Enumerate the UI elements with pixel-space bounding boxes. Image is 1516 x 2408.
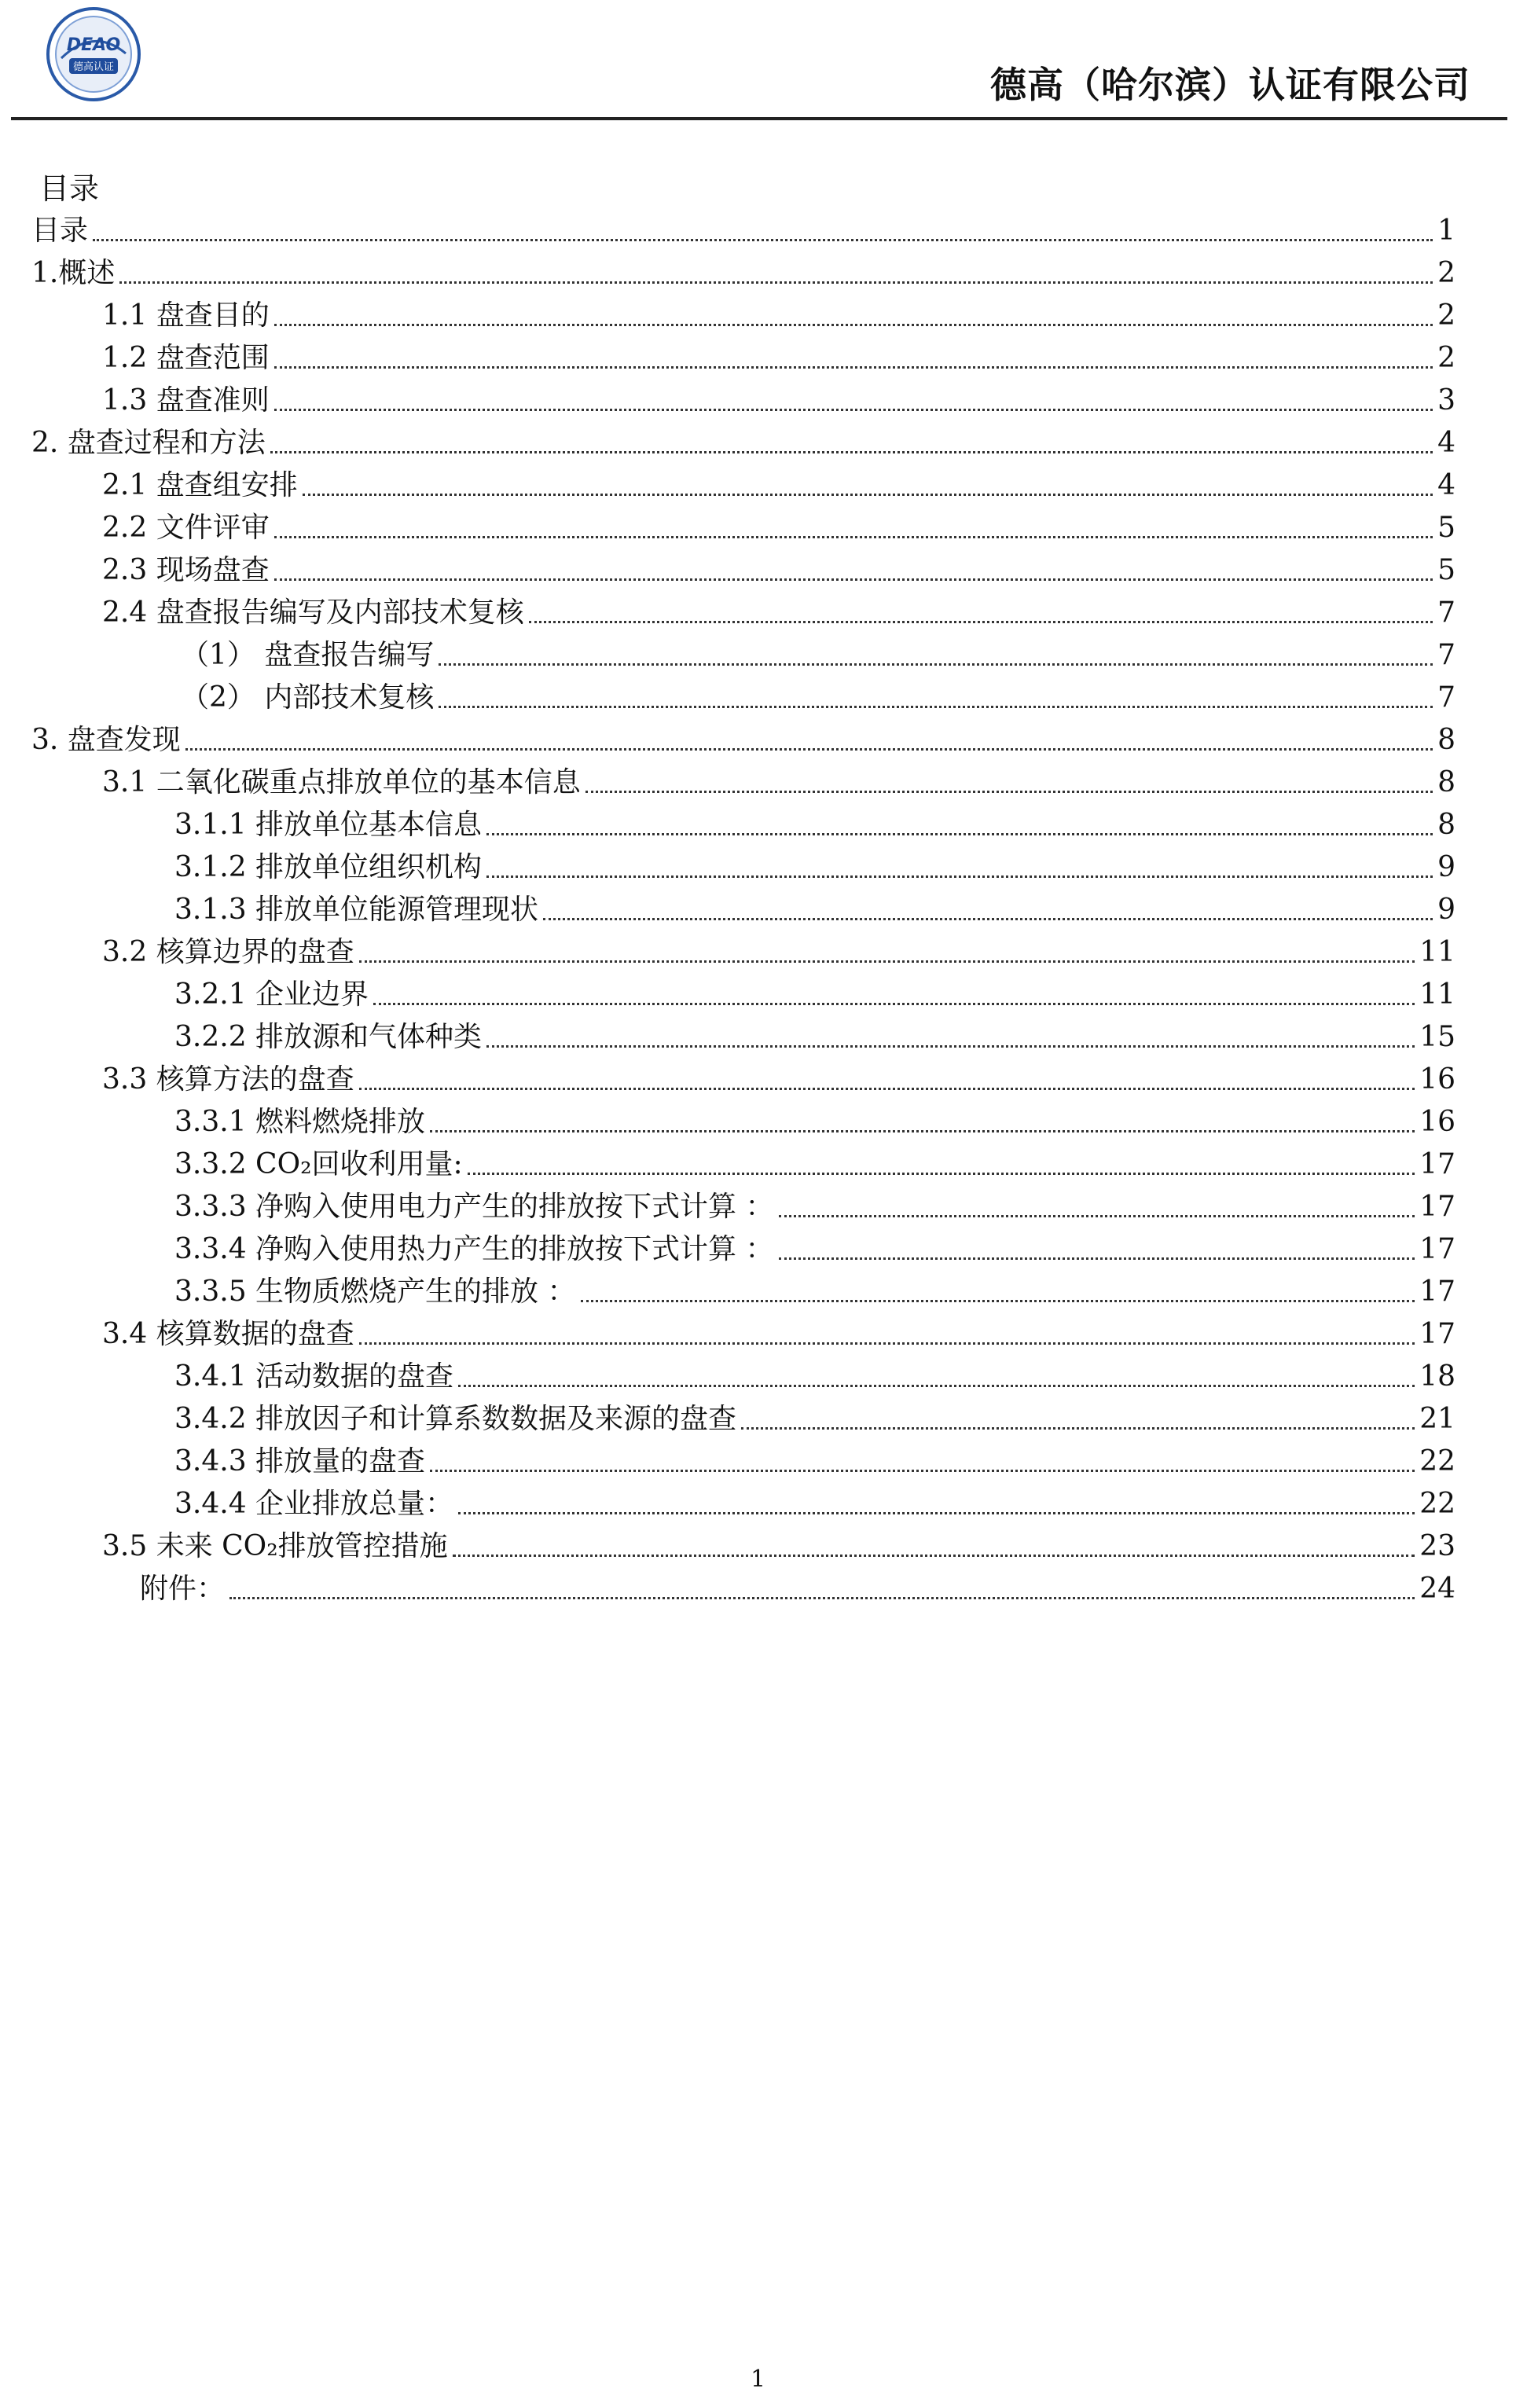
toc-entry-label: 1.3 盘查准则 (102, 384, 270, 417)
toc-entry-page: 7 (1437, 596, 1455, 629)
toc-entry[interactable] (31, 210, 1455, 252)
toc-leader-dots (486, 875, 1433, 878)
toc-entry[interactable] (102, 337, 1455, 380)
toc-entry[interactable] (174, 1271, 1455, 1313)
toc-leader-dots (453, 1555, 1415, 1557)
toc-entry-page: 8 (1437, 724, 1455, 756)
toc-entry-page: 1 (1437, 215, 1455, 247)
toc-entry-page: 4 (1437, 469, 1455, 501)
toc-entry[interactable] (102, 380, 1455, 422)
toc-entry-label: 3.1 二氧化碳重点排放单位的基本信息 (102, 766, 581, 798)
company-name: 德高（哈尔滨）认证有限公司 (990, 64, 1470, 106)
toc-entry-page: 7 (1437, 681, 1455, 714)
toc-entry[interactable] (31, 719, 1455, 762)
toc-entry[interactable] (174, 1143, 1455, 1186)
toc-entry-label: 3.2.1 企业边界 (174, 978, 369, 1011)
toc-entry-page: 11 (1419, 978, 1455, 1011)
toc-entry-label: 3.3.4 净购入使用热力产生的排放按下式计算 ： (174, 1233, 774, 1265)
toc-entry[interactable] (174, 889, 1455, 931)
toc-leader-dots (439, 663, 1433, 666)
toc-leader-dots (229, 1597, 1415, 1599)
toc-entry[interactable] (181, 634, 1455, 677)
toc-leader-dots (458, 1512, 1415, 1514)
toc-entry-label: 2.1 盘查组安排 (102, 469, 298, 501)
toc-entry-label: 3.2.2 排放源和气体种类 (174, 1021, 483, 1053)
toc-entry-label: 2. 盘查过程和方法 (31, 427, 266, 459)
toc-leader-dots (93, 239, 1433, 241)
toc-entry-page: 21 (1419, 1403, 1455, 1435)
toc-leader-dots (359, 1088, 1415, 1090)
toc-entry-page: 17 (1419, 1233, 1455, 1265)
toc-leader-dots (430, 1470, 1415, 1472)
toc-entry[interactable] (102, 549, 1455, 592)
toc-entry-label: 3.5 未来 CO₂排放管控措施 (102, 1530, 448, 1562)
toc-entry-label: 1.1 盘查目的 (102, 299, 270, 332)
toc-entry-page: 16 (1419, 1106, 1455, 1138)
toc-leader-dots (274, 409, 1433, 411)
toc-entry[interactable] (102, 762, 1455, 804)
toc-entry[interactable] (174, 846, 1455, 889)
toc-entry[interactable] (174, 1356, 1455, 1398)
toc-entry-page: 23 (1419, 1530, 1455, 1562)
toc-entry-page: 17 (1419, 1148, 1455, 1180)
toc-entry-label: 2.4 盘查报告编写及内部技术复核 (102, 596, 524, 629)
toc-entry[interactable] (174, 1186, 1455, 1228)
toc-entry-label: 3.4.1 活动数据的盘查 (174, 1360, 454, 1393)
toc-leader-dots (303, 494, 1433, 496)
toc-entry-label: 3.4 核算数据的盘查 (102, 1318, 354, 1350)
toc-entry[interactable] (31, 252, 1455, 295)
toc-entry-page: 3 (1437, 384, 1455, 417)
toc-entry-page: 24 (1419, 1573, 1455, 1605)
toc-entry[interactable] (102, 507, 1455, 549)
toc-leader-dots (585, 791, 1433, 793)
company-logo (46, 6, 141, 102)
toc-entry-page: 2 (1437, 257, 1455, 289)
toc-entry-label: 3.3.3 净购入使用电力产生的排放按下式计算 ： (174, 1191, 774, 1223)
toc-leader-dots (274, 536, 1433, 538)
toc-entry[interactable] (102, 592, 1455, 634)
toc-entry-page: 11 (1419, 936, 1455, 968)
toc-entry[interactable] (174, 974, 1455, 1016)
toc-entry-page: 18 (1419, 1360, 1455, 1393)
toc-leader-dots (486, 1045, 1415, 1048)
toc-leader-dots (430, 1130, 1415, 1132)
toc-entry-label: 3.4.4 企业排放总量： (174, 1488, 454, 1520)
toc-leader-dots (274, 366, 1433, 369)
toc-entry[interactable] (31, 422, 1455, 464)
toc-leader-dots (486, 833, 1433, 835)
toc-entry-page: 7 (1437, 639, 1455, 671)
toc-entry[interactable] (102, 1525, 1455, 1568)
toc-entry-page: 17 (1419, 1318, 1455, 1350)
logo-subtext: 德高认证 (72, 61, 115, 73)
toc-leader-dots (468, 1173, 1415, 1175)
toc-entry-label: 2.2 文件评审 (102, 512, 270, 544)
toc-entry[interactable] (174, 1228, 1455, 1271)
toc-entry-page: 8 (1437, 809, 1455, 841)
toc-entry[interactable] (174, 1101, 1455, 1143)
logo-text: DEAO (66, 35, 121, 55)
toc-leader-dots (779, 1257, 1415, 1260)
toc-entry-label: 3.1.3 排放单位能源管理现状 (174, 894, 539, 926)
toc-entry-label: 附件： (140, 1573, 226, 1605)
toc-leader-dots (119, 281, 1433, 284)
toc-entry-label: 3.1.2 排放单位组织机构 (174, 851, 483, 883)
toc-entry-label: （2） 内部技术复核 (181, 681, 435, 714)
toc-leader-dots (543, 918, 1433, 920)
toc-entry-page: 15 (1419, 1021, 1455, 1053)
toc-entry-label: 3.4.3 排放量的盘查 (174, 1445, 426, 1477)
toc-leader-dots (439, 706, 1433, 708)
toc-entry-page: 5 (1437, 554, 1455, 586)
toc-entry-page: 9 (1437, 894, 1455, 926)
toc-entry-page: 17 (1419, 1191, 1455, 1223)
toc-entry[interactable] (102, 931, 1455, 974)
toc-entry-label: 3. 盘查发现 (31, 724, 181, 756)
toc-entry[interactable] (174, 1483, 1455, 1525)
toc-entry-label: 2.3 现场盘查 (102, 554, 270, 586)
toc-entry[interactable] (174, 1398, 1455, 1441)
toc-entry-page: 17 (1419, 1276, 1455, 1308)
header-rule (11, 117, 1507, 120)
toc-entry-page: 9 (1437, 851, 1455, 883)
toc-entry-page: 4 (1437, 427, 1455, 459)
toc-entry-page: 2 (1437, 299, 1455, 332)
toc-leader-dots (185, 748, 1433, 751)
page-number: 1 (750, 2366, 766, 2393)
toc-entry-label: 3.1.1 排放单位基本信息 (174, 809, 483, 841)
toc-leader-dots (458, 1385, 1415, 1387)
toc-entry-label: 1.2 盘查范围 (102, 342, 270, 374)
toc-entry-label: 3.3.1 燃料燃烧排放 (174, 1106, 426, 1138)
toc-entry-label: 目录 (31, 215, 89, 247)
toc-entry[interactable] (102, 1059, 1455, 1101)
toc-entry-page: 2 (1437, 342, 1455, 374)
toc-leader-dots (581, 1300, 1415, 1302)
toc-entry[interactable] (140, 1568, 1455, 1610)
toc-entry[interactable] (174, 1441, 1455, 1483)
toc-entry-label: 3.3.2 CO₂回收利用量: (174, 1148, 463, 1180)
toc-entry[interactable] (102, 1313, 1455, 1356)
toc-entry-label: （1） 盘查报告编写 (181, 639, 435, 671)
toc-leader-dots (373, 1003, 1415, 1005)
toc-entry-page: 8 (1437, 766, 1455, 798)
toc-entry[interactable] (181, 677, 1455, 719)
toc-entry-label: 3.3.5 生物质燃烧产生的排放 ： (174, 1276, 576, 1308)
toc-leader-dots (274, 578, 1433, 581)
toc-entry[interactable] (102, 295, 1455, 337)
toc-entry-label: 1.概述 (31, 257, 116, 289)
toc-leader-dots (359, 960, 1415, 963)
toc-entry[interactable] (174, 804, 1455, 846)
toc-entry-label: 3.3 核算方法的盘查 (102, 1063, 354, 1096)
toc-leader-dots (270, 451, 1433, 453)
toc-leader-dots (274, 324, 1433, 326)
toc-entry[interactable] (102, 464, 1455, 507)
toc-entry-page: 5 (1437, 512, 1455, 544)
toc-heading: 目录 (39, 171, 100, 206)
toc-leader-dots (741, 1427, 1415, 1430)
toc-entry-page: 22 (1419, 1445, 1455, 1477)
toc-entry-page: 16 (1419, 1063, 1455, 1096)
toc-leader-dots (529, 621, 1433, 623)
toc-entry-label: 3.2 核算边界的盘查 (102, 936, 354, 968)
toc-entry-label: 3.4.2 排放因子和计算系数数据及来源的盘查 (174, 1403, 737, 1435)
toc-entry[interactable] (174, 1016, 1455, 1059)
toc-entry-page: 22 (1419, 1488, 1455, 1520)
toc-leader-dots (779, 1215, 1415, 1217)
page-header (0, 0, 1516, 126)
toc-leader-dots (359, 1342, 1415, 1345)
